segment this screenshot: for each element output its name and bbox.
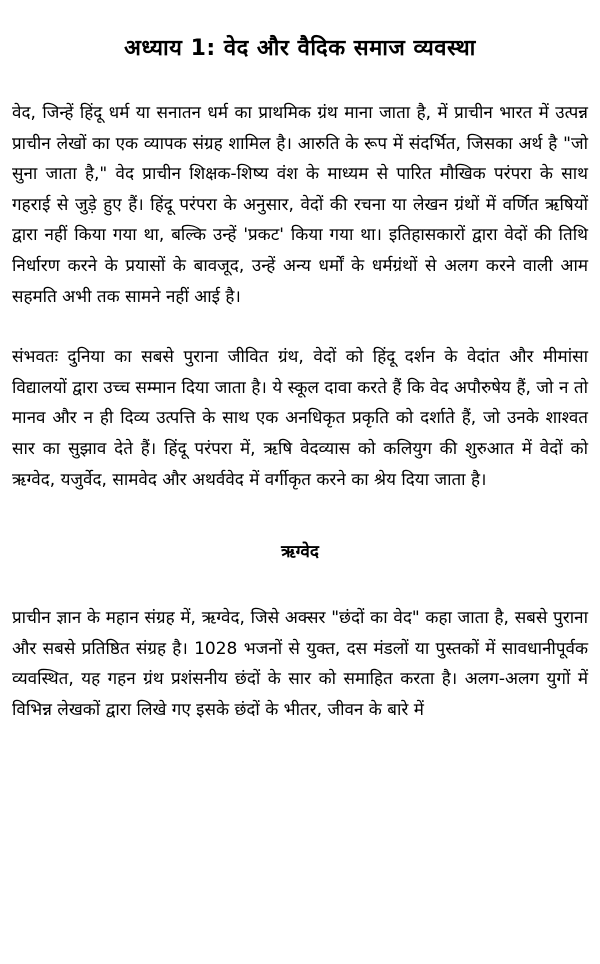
paragraph-rigveda: प्राचीन ज्ञान के महान संग्रह में, ऋग्वेद, जिसे अक्सर "छंदों का वेद" कहा जाता है, सबसे पुराना और सबसे प्रतिष्ठित संग्रह है। 1028 भजनों से युक्त, दस मंडलों या पुस्तकों में सावधानीपूर्वक व्यवस्थित, यह गहन ग्रंथ प्रशंसनीय छंदों के सार को समाहित करता है। अलग-अलग युगों में विभिन्न लेखकों द्वारा लिखे गए इसके छंदों के भीतर, जीवन के बारे में bbox=[12, 608, 588, 720]
paragraph-vedas-philosophy: संभवतः दुनिया का सबसे पुराना जीवित ग्रंथ, वेदों को हिंदू दर्शन के वेदांत और मीमांसा विद्यालयों द्वारा उच्च सम्मान दिया जाता है। ये स्कूल दावा करते हैं कि वेद अपौरुषेय हैं, जो न तो मानव और न ही दिव्य उत्पत्ति के साथ एक अनधिकृत प्रकृति को दर्शाते हैं, जो उनके शाश्वत सार का सुझाव देते हैं। हिंदू परंपरा में, ऋषि वेदव्यास को कलियुग की शुरुआत में वेदों को ऋग्वेद, यजुर्वेद, सामवेद और अथर्ववेद में वर्गीकृत करने का श्रेय दिया जाता है। bbox=[12, 347, 588, 490]
section-heading-rigveda: ऋग्वेद bbox=[281, 542, 319, 563]
paragraph-vedas-intro: वेद, जिन्हें हिंदू धर्म या सनातन धर्म का प्राथमिक ग्रंथ माना जाता है, में प्राचीन भारत में उत्पन्न प्राचीन लेखों का एक व्यापक संग्रह शामिल है। आरुति के रूप में संदर्भित, जिसका अर्थ है "जो सुना जाता है," वेद प्राचीन शिक्षक-शिष्य वंश के माध्यम से पारित मौखिक परंपरा के साथ गहराई से जुड़े हुए हैं। हिंदू परंपरा के अनुसार, वेदों की रचना या लेखन ग्रंथों में वर्णित ऋषियों द्वारा नहीं किया गया था, बल्कि उन्हें 'प्रकट' किया गया था। इतिहासकारों द्वारा वेदों की तिथि निर्धारण करने के प्रयासों के बावजूद, उन्हें अन्य धर्मों के धर्मग्रंथों से अलग करने वाली आम सहमति अभी तक सामने नहीं आई है। bbox=[12, 103, 588, 307]
chapter-title: अध्याय 1: वेद और वैदिक समाज व्यवस्था bbox=[124, 36, 476, 61]
